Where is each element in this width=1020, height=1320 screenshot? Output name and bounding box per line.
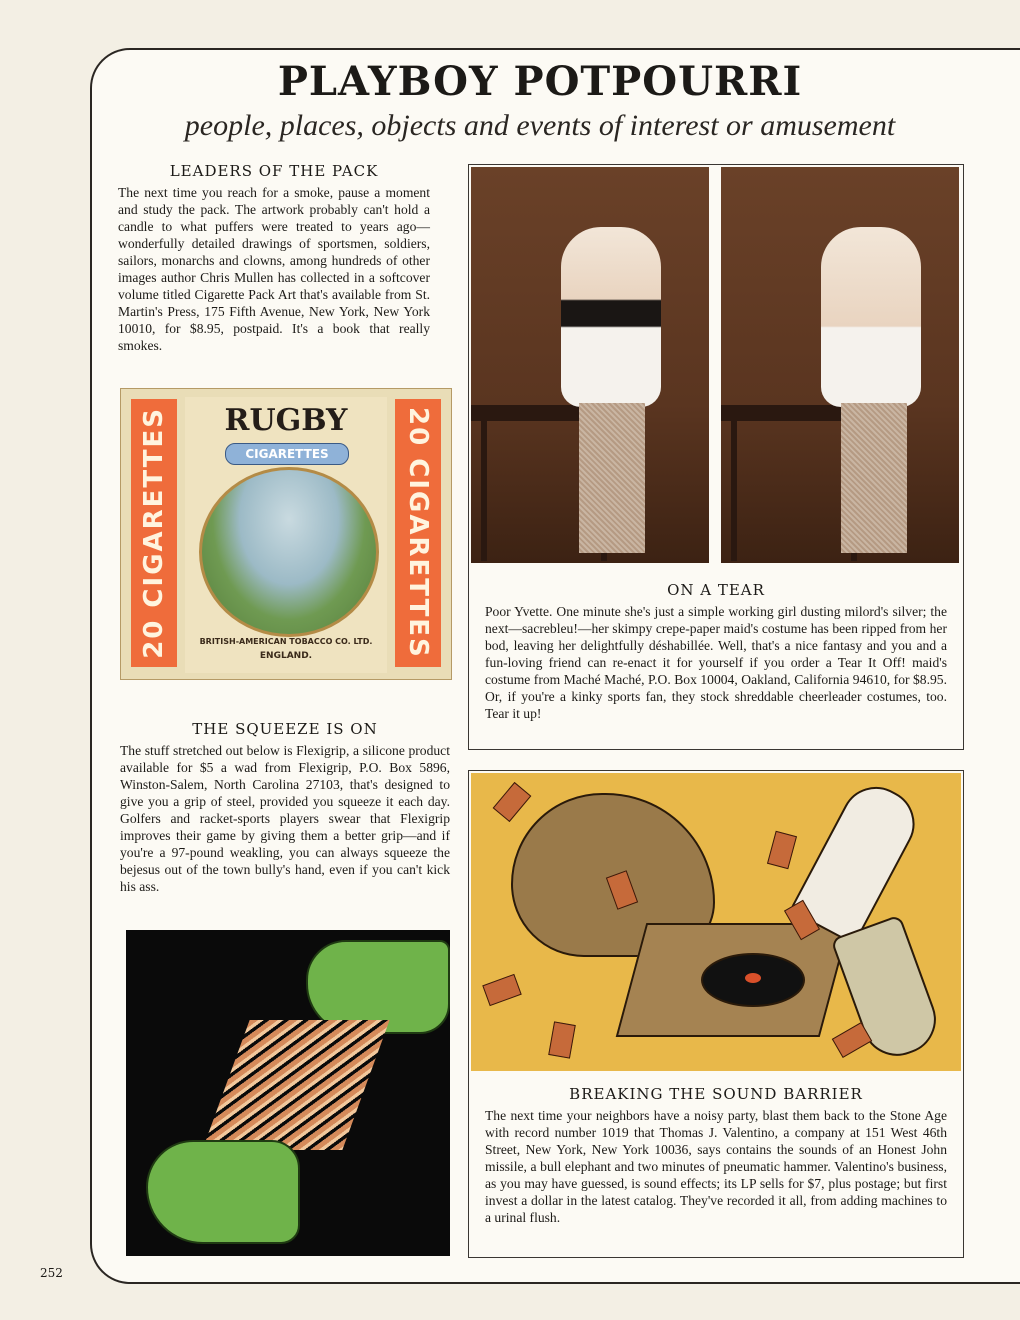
rugby-banner: CIGARETTES (225, 443, 349, 465)
sound-caption (485, 1085, 947, 1226)
leaders-body: The next time you reach for a smoke, pause a moment and study the pack. The artwork probably can't hold a candle to what puffers were treated to years ago—wonderfully detailed drawings of sportsmen, soldiers, sailors, monarchs and clowns, among hundreds of other images author Chris Mullen has collected in a softcover volume titled Cigarette Pack Art that's available from St. Martin's Press, 175 Fifth Avenue, New York, New York 10010, for $8.95, postpaid. It's a book that really smokes. (118, 185, 430, 353)
rugby-country: ENGLAND. (259, 651, 313, 661)
tear-caption (485, 581, 947, 722)
rugby-brand: RUGBY (224, 403, 348, 438)
green-hand-bottom (146, 1140, 300, 1244)
page-number: 252 (40, 1266, 63, 1280)
rugby-player-scene (199, 467, 379, 637)
tear-heading: ON A TEAR (667, 581, 765, 599)
flying-brick (767, 831, 797, 870)
flying-brick (548, 1021, 576, 1058)
maid-photo-after (721, 167, 959, 563)
leaders-heading: LEADERS OF THE PACK (169, 162, 379, 180)
flexigrip-illustration (126, 930, 450, 1256)
masthead (130, 58, 950, 143)
rugby-maker: BRITISH-AMERICAN TOBACCO CO. LTD. (199, 637, 373, 646)
sound-barrier-illustration (471, 773, 961, 1071)
leaders-article (118, 162, 430, 354)
rugby-pack-center (185, 397, 387, 673)
rugby-stripe-right (395, 399, 441, 667)
squeeze-body: The stuff stretched out below is Flexigrip, a silicone product available for $5 a wad from Flexigrip, P.O. Box 5896, Winston-Salem, North Carolina 27103, that's designed to give you a grip of steel, provided you squeeze it each day. Golfers and racket-sports players swear that Flexigrip improves their game by giving them a better grip—and if you're a 97-pound weakling, you can always squeeze the bejesus out of the town bully's hand, even if you can't kick his ass. (120, 743, 450, 894)
sound-article-box (468, 770, 964, 1258)
table-leg (731, 421, 737, 561)
flying-brick (493, 782, 532, 822)
tear-article-box (468, 164, 964, 750)
page-title: PLAYBOY POTPOURRI (277, 58, 803, 105)
vinyl-record (701, 953, 805, 1007)
table-leg (481, 421, 487, 561)
squeeze-heading: THE SQUEEZE IS ON (192, 720, 378, 738)
maid-figure (821, 227, 921, 407)
maid-legs (579, 403, 645, 553)
flexigrip-strands (202, 1020, 389, 1150)
rugby-pack-image (120, 388, 452, 680)
squeeze-article (120, 720, 450, 895)
maid-photo-before (471, 167, 709, 563)
rugby-stripe-right-text: 20 CIGARETTES (403, 407, 433, 659)
sound-heading: BREAKING THE SOUND BARRIER (569, 1085, 863, 1103)
page-subtitle: people, places, objects and events of interest or amusement (184, 109, 896, 142)
tear-body: Poor Yvette. One minute she's just a simple working girl dusting milord's silver; the next—sacrebleu!—her skimpy crepe-paper maid's costume has been ripped from her bod, leaving her delightfully déshabillée. Well, that's a nice fantasy and you and a fun-loving friend can re-enact it for yourself if you order a Tear It Off! maid's costume from Maché Maché, P.O. Box 10004, Oakland, California 94610, for $8.95. Or, if you're a kinky sports fan, they stock shreddable cheerleader costumes, too. Tear it up! (485, 604, 947, 721)
maid-legs (841, 403, 907, 553)
sound-body: The next time your neighbors have a noisy party, blast them back to the Stone Age with record number 1019 that Thomas J. Valentino, a company at 151 West 46th Street, New York, New York 10036, says contains the sounds of an Honest John missile, a bull elephant and two minutes of pneumatic hammer. Valentino's business, as you may have guessed, is sound effects; its LP sells for $7, plus postage; but first invest a dollar in the latest catalog. They've recorded it all, from adding machines to a urinal flush. (485, 1108, 947, 1225)
rugby-stripe-left-text: 20 CIGARETTES (139, 407, 169, 659)
rugby-stripe-left (131, 399, 177, 667)
maid-figure (561, 227, 661, 407)
flying-brick (482, 974, 521, 1006)
